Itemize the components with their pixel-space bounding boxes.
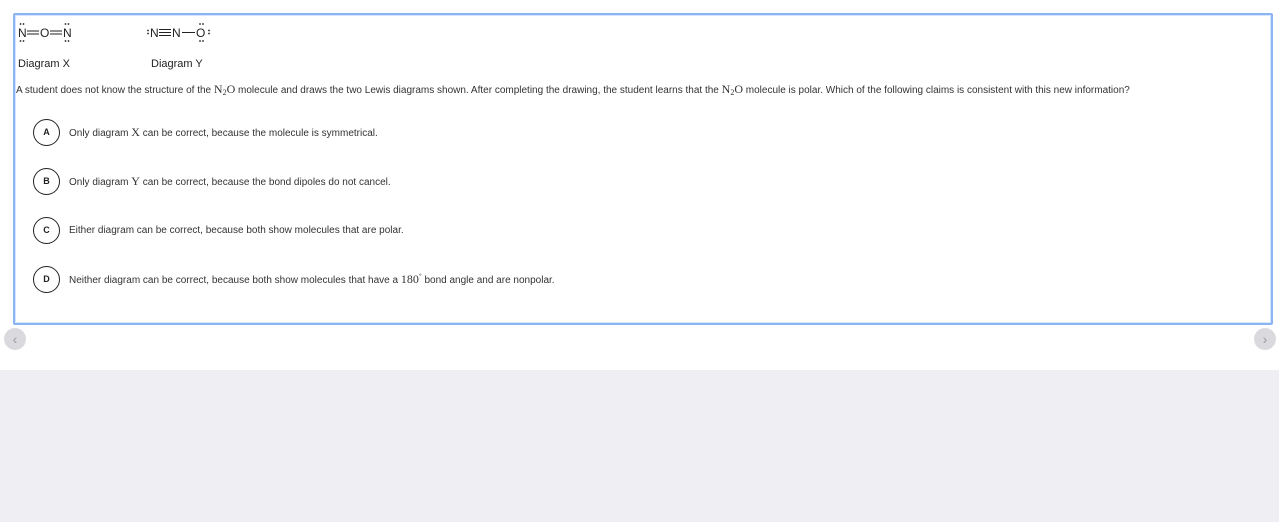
formula-n2o: $N_2O$	[213, 82, 236, 97]
option-text-d: Neither diagram can be correct, because both show molecules that have a 180° bond angle and are nonpolar.	[69, 271, 555, 286]
option-text-a: Only diagram X can be correct, because the molecule is symmetrical.	[69, 124, 378, 139]
question-text-part3: molecule is polar. Which of the following claims is consistent with this new information?	[742, 85, 1130, 96]
answer-option-c[interactable]	[33, 215, 1233, 245]
atom-o-right: O	[196, 26, 206, 40]
diagram-y-caption: Diagram Y	[151, 58, 203, 70]
answer-option-b[interactable]	[33, 166, 1233, 196]
question-stem	[16, 82, 1266, 97]
atom-n-center: N	[172, 26, 181, 40]
answer-option-a[interactable]	[33, 117, 1233, 147]
atom-n-left: N	[150, 26, 159, 40]
option-letter-d[interactable]: D	[33, 266, 60, 293]
question-text-part1: A student does not know the structure of the	[16, 85, 214, 96]
option-text-b: Only diagram Y can be correct, because the bond dipoles do not cancel.	[69, 173, 391, 188]
atom-n-right: N	[63, 26, 72, 40]
atom-n-left: N	[18, 26, 27, 40]
answer-option-d[interactable]	[33, 264, 1233, 294]
question-text-part2: molecule and draws the two Lewis diagrams shown. After completing the drawing, the student learns that the	[235, 85, 722, 96]
chevron-right-icon[interactable]: ›	[1254, 328, 1276, 350]
formula-n2o: $N_2O$	[721, 82, 743, 97]
option-letter-a[interactable]: A	[33, 119, 60, 146]
option-letter-c[interactable]: C	[33, 217, 60, 244]
option-text-c: Either diagram can be correct, because both show molecules that are polar.	[69, 224, 404, 236]
lewis-diagram-x	[17, 21, 77, 43]
lewis-diagram-y	[145, 21, 215, 43]
question-card	[13, 13, 1273, 325]
chevron-left-icon[interactable]: ‹	[4, 328, 26, 350]
diagram-x-caption: Diagram X	[18, 58, 70, 70]
option-letter-b[interactable]: B	[33, 168, 60, 195]
atom-o-center: O	[40, 26, 50, 40]
